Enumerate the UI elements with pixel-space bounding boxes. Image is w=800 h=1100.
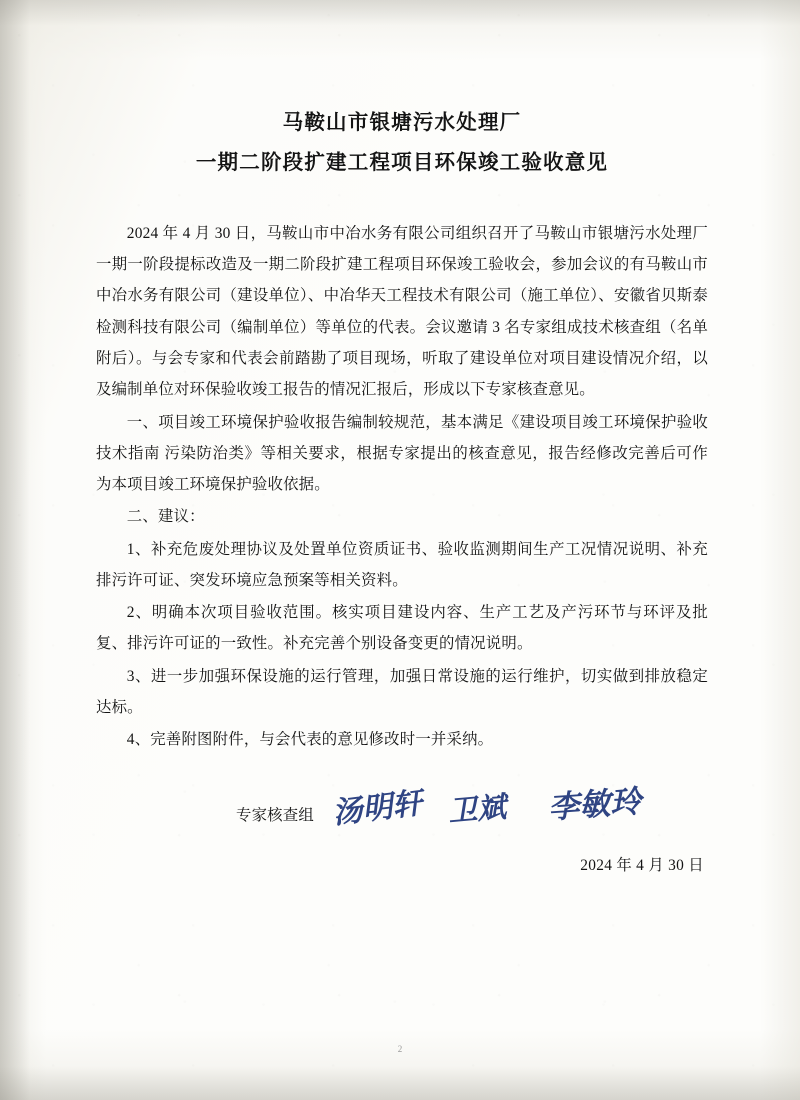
title-line-2: 一期二阶段扩建工程项目环保竣工验收意见 [195, 151, 609, 174]
document-title [96, 104, 708, 184]
document-content [96, 0, 708, 1100]
handwritten-signature-3: 李敏玲 [547, 784, 643, 827]
document-date: 2024 年 4 月 30 日 [580, 857, 704, 875]
paragraph-section-one: 一、项目竣工环境保护验收报告编制较规范，基本满足《建设项目竣工环境保护验收技术指南 污染防治类》等相关要求，根据专家提出的核查意见，报告经修改完善后可作为本项目竣工环境保护验收依据。 [96, 413, 708, 494]
signature-row [96, 781, 708, 847]
handwritten-signature-2: 卫斌 [446, 789, 508, 829]
paragraph-suggestion-2: 2、明确本次项目验收范围。核实项目建设内容、生产工艺及产污环节与环评及批复、排污许可证的一致性。补充完善个别设备变更的情况说明。 [96, 604, 708, 653]
page-number: 2 [397, 1044, 403, 1054]
handwritten-signature-1: 汤明轩 [330, 786, 425, 832]
paragraph-section-two-heading: 二、建议： [126, 508, 205, 526]
paragraph-intro: 2024 年 4 月 30 日，马鞍山市中冶水务有限公司组织召开了马鞍山市银塘污水处理厂一期一阶段提标改造及一期二阶段扩建工程项目环保竣工验收会，参加会议的有马鞍山市中冶水务有限公司（建设单位）、中冶华天工程技术有限公司（施工单位）、安徽省贝斯泰检测科技有限公司（编制单位）等单位的代表。会议邀请 3 名专家组成技术核查组（名单附后）。与会专家和代表会前踏勘了项目现场，听取了建设单位对项目建设情况介绍，以及编制单位对环保验收竣工报告的情况汇报后，形成以下专家核查意见。 [96, 224, 708, 399]
signature-label: 专家核查组 [236, 807, 314, 825]
paragraph-suggestion-1: 1、补充危废处理协议及处置单位资质证书、验收监测期间生产工况情况说明、补充排污许可证、突发环境应急预案等相关资料。 [96, 540, 708, 589]
paragraph-suggestion-4: 4、完善附图附件，与会代表的意见修改时一并采纳。 [126, 731, 494, 749]
document-body [96, 218, 708, 756]
title-line-1: 马鞍山市银塘污水处理厂 [282, 112, 522, 134]
paragraph-suggestion-3: 3、进一步加强环保设施的运行管理，加强日常设施的运行维护，切实做到排放稳定达标。 [96, 667, 708, 716]
